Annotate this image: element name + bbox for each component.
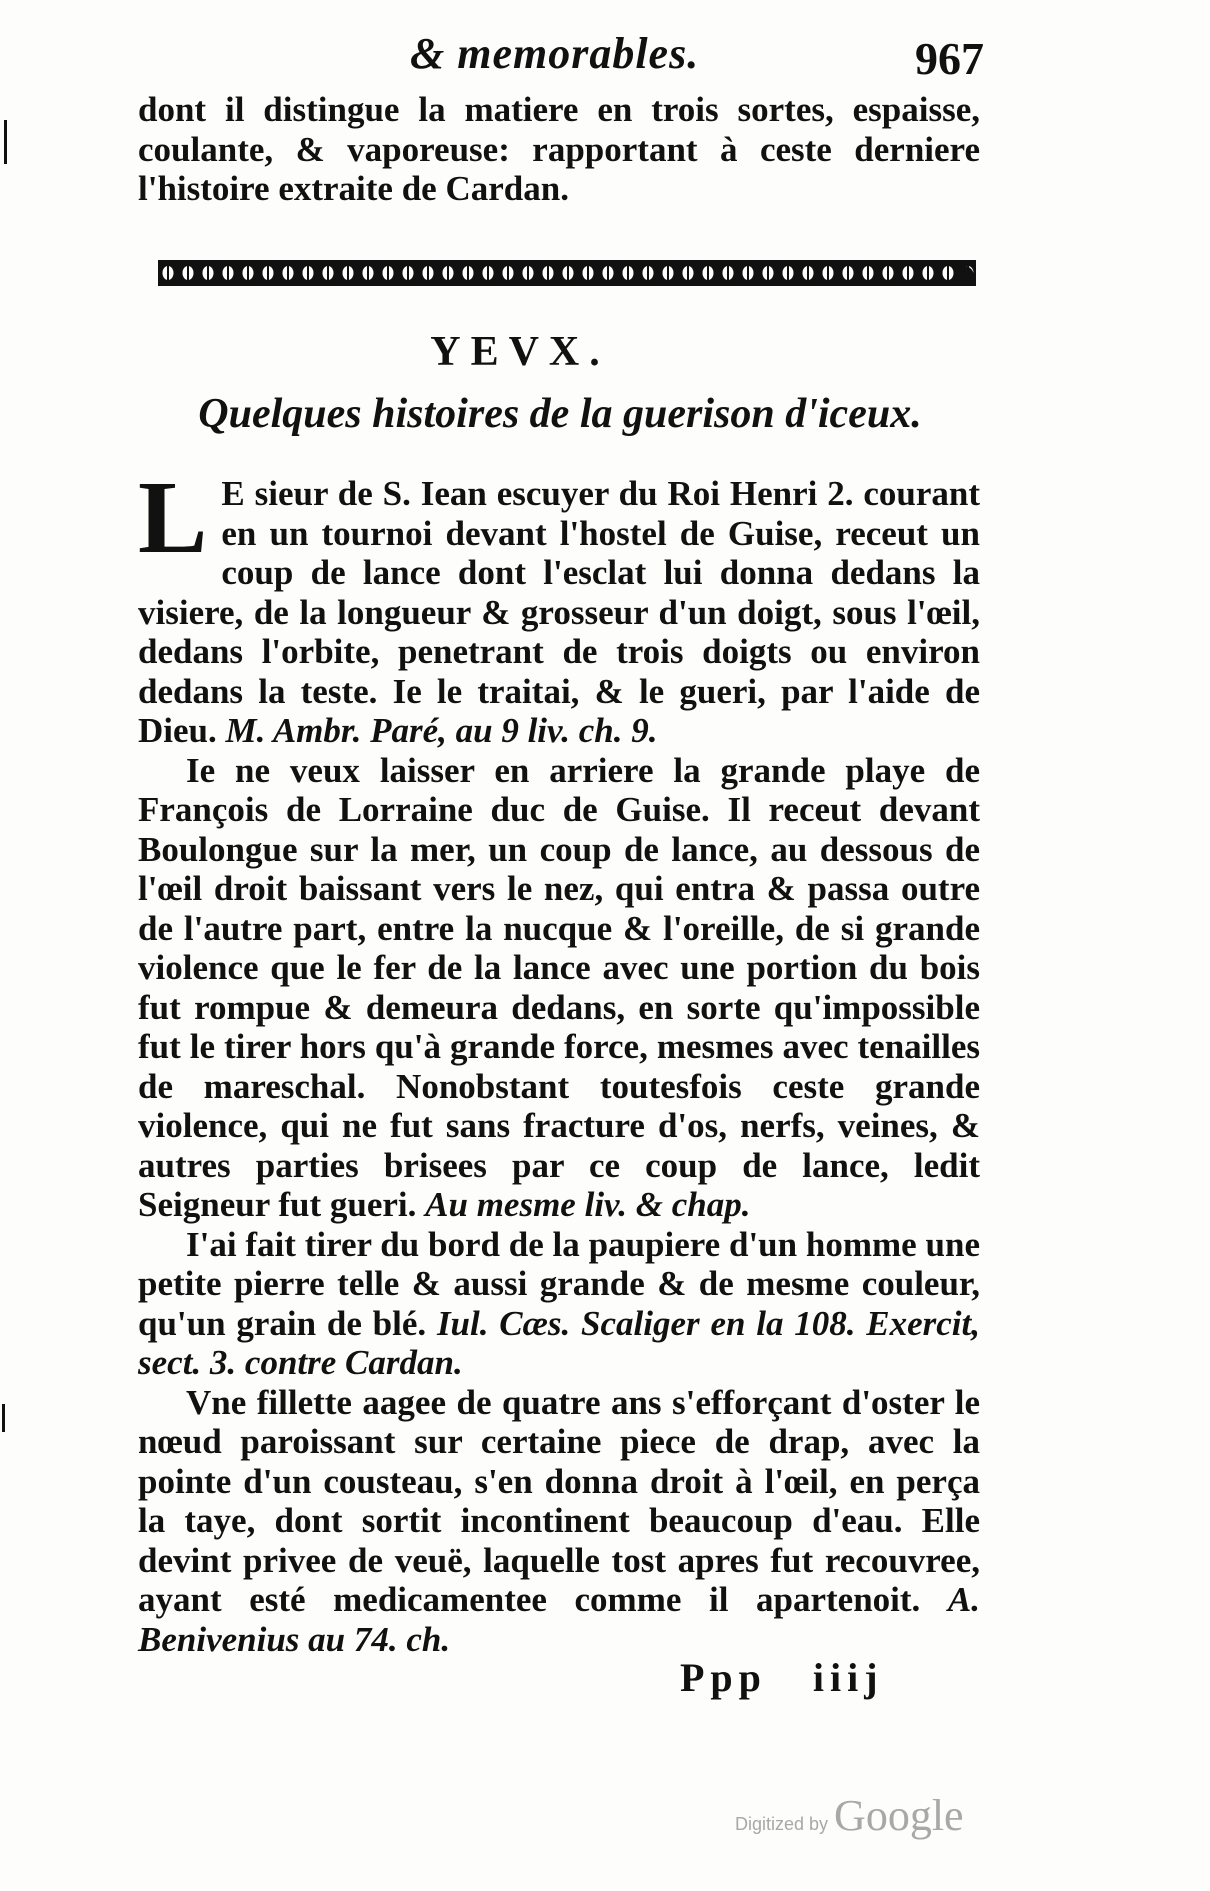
intro-paragraph	[138, 90, 980, 209]
drop-cap: L	[138, 460, 208, 575]
scan-margin-mark	[4, 120, 7, 164]
citation: Au mesme liv. & chap.	[425, 1185, 751, 1224]
paragraph	[138, 751, 980, 1225]
google-logo: Google	[834, 1791, 964, 1840]
paragraph-text: Ie ne veux laisser en arriere la grande playe de François de Lorraine duc de Guise. Il receut devant Boulongue sur la mer, un coup de lance, au dessous de l'œil droit baissant vers le nez, qui entra & passa outre de l'autre part, entre la nucque & l'oreille, de si grande violence que le fer de la lance avec une portion du bois fut rompue & demeura dedans, en sorte qu'impossible fut le tirer hors qu'à grande force, mesmes avec tenailles de mareschal. Nonobstant toutesfois ceste grande violence, qui ne fut sans fracture d'os, nerfs, veines, & autres parties brisees par ce coup de lance, ledit Seigneur fut gueri.	[138, 750, 980, 1224]
ornamental-divider-icon	[158, 256, 976, 290]
citation: A. Benivenius au 74. ch.	[138, 1580, 981, 1659]
paragraph	[138, 1383, 980, 1660]
running-title: & memorables.	[410, 29, 700, 78]
section-subtitle: Quelques histoires de la guerison d'iceux.	[198, 391, 922, 437]
signature-mark: Ppp iiij	[680, 1655, 884, 1700]
paragraph-text: E sieur de S. Iean escuyer du Roi Henri 2. courant en un tournoi devant l'hostel de Guise, receut un coup de lance dont l'esclat lui donna dedans la visiere, de la longueur & grosseur d'un doigt, sous l'œil, dedans l'orbite, penetrant de trois doigts ou environ dedans la teste. Ie le traitai, & le gueri, par l'aide de Dieu.	[138, 474, 980, 750]
section-heading: YEVX.	[430, 329, 610, 375]
main-text	[138, 460, 981, 1659]
paragraph-text: Vne fillette aagee de quatre ans s'efforçant d'oster le nœud paroissant sur certaine piece de drap, avec la pointe d'un cousteau, s'en donna droit à l'œil, en perça la taye, dont sortit incontinent beaucoup d'eau. Elle devint privee de veuë, laquelle tost apres fut recouvree, ayant esté medicamentee comme il apartenoit.	[138, 1382, 980, 1619]
paragraph-text: I'ai fait tirer du bord de la paupiere d'un homme une petite pierre telle & aussi grande & de mesme couleur, qu'un grain de blé.	[138, 1224, 980, 1343]
intro-text: dont il distingue la matiere en trois sortes, espaisse, coulante, & vaporeuse: rapportant à ceste derniere l'histoire extraite de Cardan.	[138, 90, 980, 208]
paragraph	[138, 460, 980, 751]
watermark-prefix: Digitized by	[735, 1814, 829, 1834]
scan-margin-mark	[2, 1404, 5, 1432]
citation: M. Ambr. Paré, au 9 liv. ch. 9.	[225, 711, 658, 750]
citation: Iul. Cæs. Scaliger en la 108. Exercit, sect. 3. contre Cardan.	[138, 1303, 980, 1382]
digitized-watermark	[735, 1790, 964, 1841]
page-number: 967	[915, 33, 984, 84]
paragraph	[138, 1225, 980, 1383]
running-head	[400, 28, 1000, 88]
